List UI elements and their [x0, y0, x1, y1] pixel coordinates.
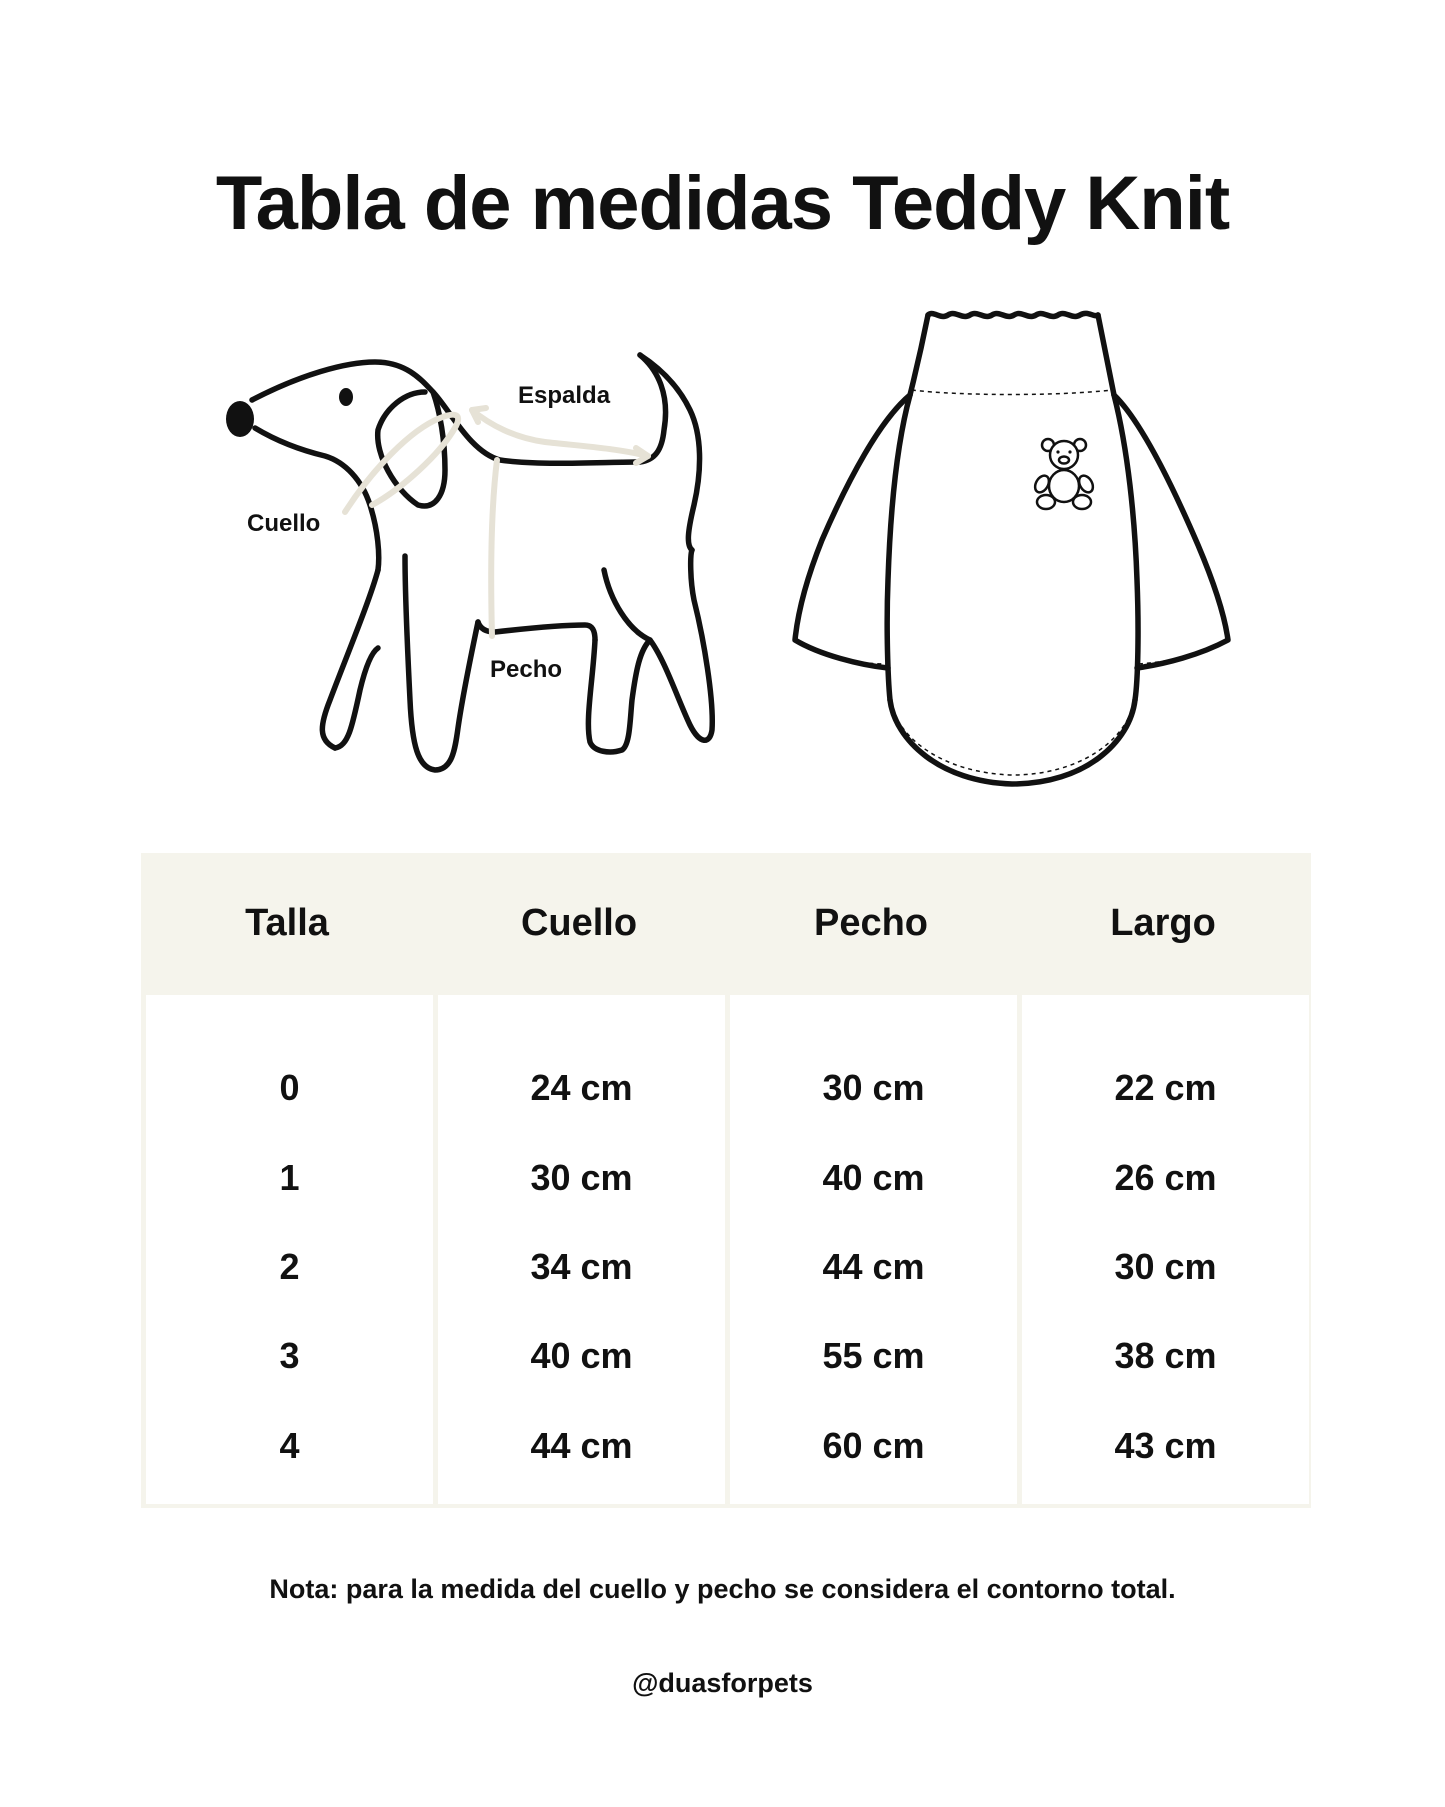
table-cell: 38 cm — [1114, 1335, 1217, 1376]
table-cell: 30 cm — [822, 1067, 925, 1108]
table-cell: 60 cm — [822, 1425, 925, 1466]
size-table — [141, 853, 1311, 1508]
table-cell: 24 cm — [530, 1067, 633, 1108]
table-cell: 40 cm — [530, 1335, 633, 1376]
table-cell: 44 cm — [530, 1425, 633, 1466]
sweater-stitch — [800, 390, 1222, 775]
column-chest — [730, 995, 1017, 1504]
label-chest: Pecho — [490, 656, 563, 683]
social-handle: @duasforpets — [632, 1668, 813, 1698]
header-chest: Pecho — [813, 901, 929, 944]
illustration — [0, 290, 1445, 810]
illustration-svg — [0, 290, 1445, 810]
column-neck — [438, 995, 725, 1504]
table-cell: 0 — [279, 1067, 300, 1108]
table-cell: 1 — [279, 1157, 300, 1198]
table-cell: 26 cm — [1114, 1157, 1217, 1198]
table-cell: 4 — [279, 1425, 300, 1466]
table-cell: 40 cm — [822, 1157, 925, 1198]
label-neck: Cuello — [247, 510, 321, 537]
label-back: Espalda — [518, 382, 611, 409]
table-cell: 3 — [279, 1335, 300, 1376]
dog-eye-icon — [339, 388, 353, 406]
table-cell: 2 — [279, 1246, 300, 1287]
footnote: Nota: para la medida del cuello y pecho se considera el contorno total. — [269, 1574, 1176, 1604]
column-length — [1022, 995, 1309, 1504]
table-cell: 43 cm — [1114, 1425, 1217, 1466]
header-neck: Cuello — [520, 901, 638, 944]
header-length: Largo — [1110, 901, 1216, 944]
dog-nose-icon — [226, 401, 254, 437]
header-size: Talla — [245, 901, 329, 944]
teddy-bear-icon — [1032, 439, 1095, 509]
table-cell: 34 cm — [530, 1246, 633, 1287]
table-cell: 22 cm — [1114, 1067, 1217, 1108]
sweater-outline-icon — [795, 313, 1228, 784]
measure-lines — [345, 408, 648, 636]
table-header — [141, 853, 1311, 993]
table-cell: 44 cm — [822, 1246, 925, 1287]
column-size — [146, 995, 433, 1504]
table-cell: 55 cm — [822, 1335, 925, 1376]
table-cell: 30 cm — [1114, 1246, 1217, 1287]
table-cell: 30 cm — [530, 1157, 633, 1198]
page-title: Tabla de medidas Teddy Knit — [215, 161, 1230, 246]
